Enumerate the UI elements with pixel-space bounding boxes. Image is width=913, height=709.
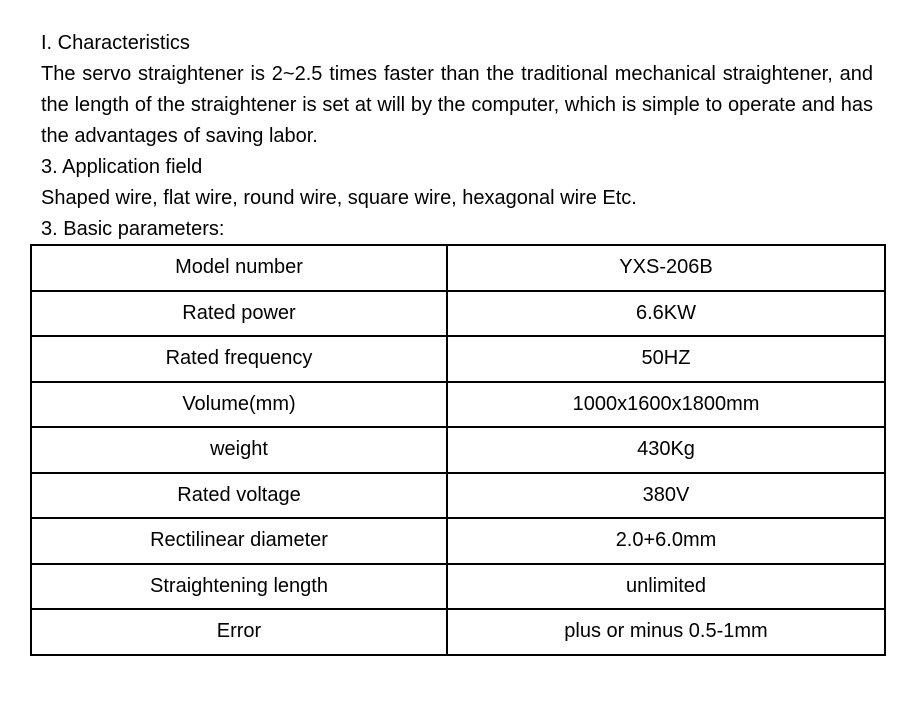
parameter-label: Rated frequency: [31, 336, 447, 382]
parameter-value: 380V: [447, 473, 885, 519]
parameter-value: 430Kg: [447, 427, 885, 473]
parameters-table: [30, 244, 886, 656]
parameter-value: 2.0+6.0mm: [447, 518, 885, 564]
table-row: [31, 291, 885, 337]
characteristics-text: The servo straightener is 2~2.5 times faster than the traditional mechanical straightener, and the length of the straightener is set at will by the computer, which is simple to operate and has the advantages of saving labor.: [41, 63, 873, 147]
parameters-table-container: [30, 244, 884, 656]
table-row: [31, 382, 885, 428]
parameter-value: YXS-206B: [447, 245, 885, 291]
application-heading: 3. Application field: [41, 156, 203, 178]
table-row: [31, 564, 885, 610]
parameter-label: weight: [31, 427, 447, 473]
table-row: [31, 609, 885, 655]
parameter-value: 6.6KW: [447, 291, 885, 337]
parameter-value: 50HZ: [447, 336, 885, 382]
parameter-label: Error: [31, 609, 447, 655]
parameter-label: Rated power: [31, 291, 447, 337]
characteristics-heading: I. Characteristics: [41, 32, 190, 54]
table-row: [31, 473, 885, 519]
table-row: [31, 336, 885, 382]
parameter-value: 1000x1600x1800mm: [447, 382, 885, 428]
parameter-label: Straightening length: [31, 564, 447, 610]
parameter-label: Volume(mm): [31, 382, 447, 428]
parameters-heading: 3. Basic parameters:: [41, 218, 225, 240]
application-text: Shaped wire, flat wire, round wire, square wire, hexagonal wire Etc.: [41, 187, 637, 209]
table-row: [31, 518, 885, 564]
table-row: [31, 245, 885, 291]
parameter-label: Rated voltage: [31, 473, 447, 519]
parameter-value: unlimited: [447, 564, 885, 610]
parameter-label: Model number: [31, 245, 447, 291]
parameter-value: plus or minus 0.5-1mm: [447, 609, 885, 655]
table-row: [31, 427, 885, 473]
document-body: [41, 28, 873, 245]
parameter-label: Rectilinear diameter: [31, 518, 447, 564]
